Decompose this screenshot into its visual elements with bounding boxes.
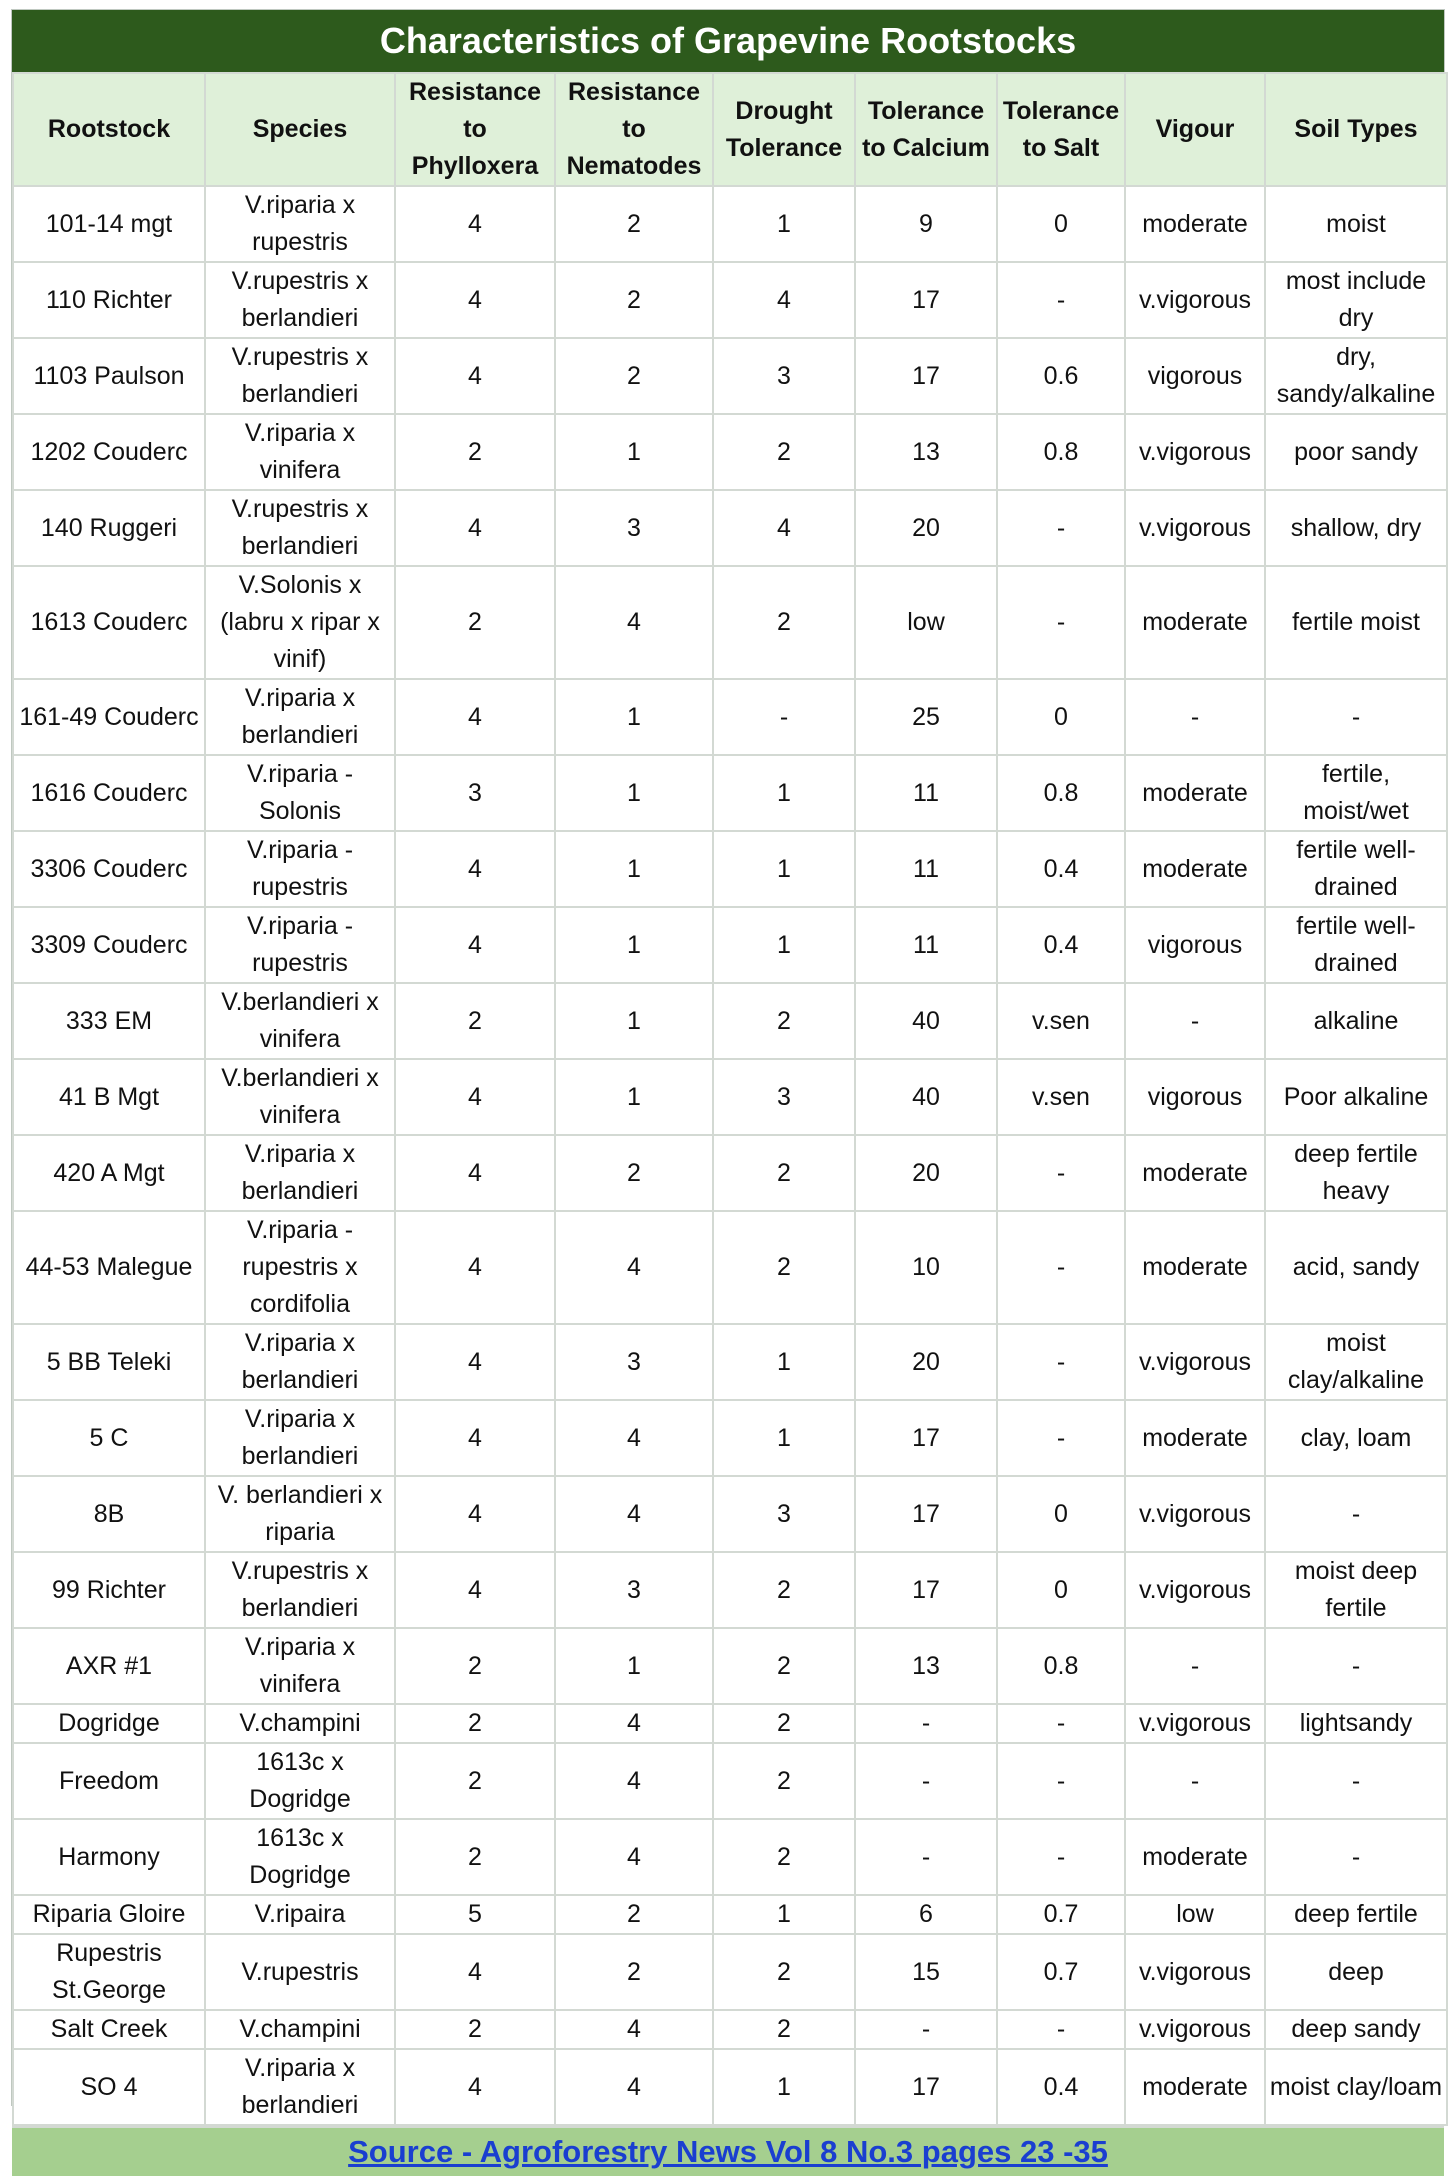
phylloxera-cell: 4 [395, 490, 555, 566]
column-header-drought: Drought Tolerance [713, 73, 855, 186]
table-row [13, 1895, 1447, 1934]
soil-cell: deep [1265, 1934, 1447, 2010]
drought-cell: 1 [713, 831, 855, 907]
table-row [13, 1704, 1447, 1743]
salt-cell: 0.8 [997, 414, 1125, 490]
species-cell: V.ripaira [205, 1895, 395, 1934]
table-row [13, 490, 1447, 566]
drought-cell: 2 [713, 983, 855, 1059]
table-row [13, 983, 1447, 1059]
soil-cell: moist clay/alkaline [1265, 1324, 1447, 1400]
vigour-cell: low [1125, 1895, 1265, 1934]
nematodes-cell: 2 [555, 1934, 713, 2010]
phylloxera-cell: 2 [395, 1628, 555, 1704]
soil-cell: shallow, dry [1265, 490, 1447, 566]
phylloxera-cell: 4 [395, 186, 555, 262]
soil-cell: Poor alkaline [1265, 1059, 1447, 1135]
calcium-cell: 17 [855, 1400, 997, 1476]
phylloxera-cell: 4 [395, 1552, 555, 1628]
vigour-cell: - [1125, 679, 1265, 755]
species-cell: V.riparia x berlandieri [205, 2049, 395, 2125]
phylloxera-cell: 2 [395, 983, 555, 1059]
vigour-cell: moderate [1125, 566, 1265, 679]
species-cell: 1613c x Dogridge [205, 1743, 395, 1819]
vigour-cell: v.vigorous [1125, 262, 1265, 338]
table-row [13, 1476, 1447, 1552]
vigour-cell: moderate [1125, 831, 1265, 907]
soil-cell: moist deep fertile [1265, 1552, 1447, 1628]
calcium-cell: 13 [855, 414, 997, 490]
vigour-cell: moderate [1125, 2049, 1265, 2125]
phylloxera-cell: 4 [395, 1211, 555, 1324]
calcium-cell: 17 [855, 338, 997, 414]
soil-cell: deep sandy [1265, 2010, 1447, 2049]
rootstock-cell: 140 Ruggeri [13, 490, 205, 566]
vigour-cell: - [1125, 1628, 1265, 1704]
rootstock-cell: Riparia Gloire [13, 1895, 205, 1934]
phylloxera-cell: 2 [395, 1819, 555, 1895]
soil-cell: fertile well-drained [1265, 907, 1447, 983]
table-row [13, 1211, 1447, 1324]
salt-cell: - [997, 262, 1125, 338]
phylloxera-cell: 4 [395, 1400, 555, 1476]
soil-cell: poor sandy [1265, 414, 1447, 490]
species-cell: V.riparia x berlandieri [205, 1324, 395, 1400]
salt-cell: 0.4 [997, 907, 1125, 983]
rootstock-cell: 5 BB Teleki [13, 1324, 205, 1400]
drought-cell: 2 [713, 414, 855, 490]
nematodes-cell: 3 [555, 490, 713, 566]
salt-cell: 0.4 [997, 2049, 1125, 2125]
calcium-cell: 25 [855, 679, 997, 755]
species-cell: V.Solonis x (labru x ripar x vinif) [205, 566, 395, 679]
nematodes-cell: 1 [555, 1628, 713, 1704]
calcium-cell: 11 [855, 755, 997, 831]
calcium-cell: - [855, 1704, 997, 1743]
nematodes-cell: 1 [555, 755, 713, 831]
salt-cell: - [997, 1819, 1125, 1895]
drought-cell: 1 [713, 755, 855, 831]
soil-cell: fertile, moist/wet [1265, 755, 1447, 831]
vigour-cell: moderate [1125, 1400, 1265, 1476]
species-cell: V.rupestris x berlandieri [205, 490, 395, 566]
rootstock-table-container [11, 9, 1445, 2169]
table-row [13, 1324, 1447, 1400]
phylloxera-cell: 4 [395, 1324, 555, 1400]
drought-cell: 3 [713, 1476, 855, 1552]
table-row [13, 831, 1447, 907]
rootstock-cell: 3309 Couderc [13, 907, 205, 983]
salt-cell: 0.7 [997, 1934, 1125, 2010]
salt-cell: 0 [997, 186, 1125, 262]
rootstock-cell: Rupestris St.George [13, 1934, 205, 2010]
nematodes-cell: 4 [555, 1476, 713, 1552]
rootstock-cell: Freedom [13, 1743, 205, 1819]
rootstock-cell: 99 Richter [13, 1552, 205, 1628]
vigour-cell: moderate [1125, 1211, 1265, 1324]
salt-cell: - [997, 2010, 1125, 2049]
drought-cell: 1 [713, 1895, 855, 1934]
column-header-rootstock: Rootstock [13, 73, 205, 186]
calcium-cell: 20 [855, 1135, 997, 1211]
table-row [13, 414, 1447, 490]
salt-cell: 0 [997, 1552, 1125, 1628]
phylloxera-cell: 2 [395, 566, 555, 679]
species-cell: V.champini [205, 2010, 395, 2049]
rootstock-cell: Harmony [13, 1819, 205, 1895]
drought-cell: 2 [713, 1819, 855, 1895]
salt-cell: 0.8 [997, 755, 1125, 831]
calcium-cell: 9 [855, 186, 997, 262]
calcium-cell: - [855, 1819, 997, 1895]
calcium-cell: low [855, 566, 997, 679]
column-header-nematodes: Resistance to Nematodes [555, 73, 713, 186]
salt-cell: - [997, 1400, 1125, 1476]
nematodes-cell: 4 [555, 2010, 713, 2049]
vigour-cell: moderate [1125, 1819, 1265, 1895]
table-row [13, 2049, 1447, 2125]
column-header-phylloxera: Resistance to Phylloxera [395, 73, 555, 186]
phylloxera-cell: 2 [395, 1743, 555, 1819]
phylloxera-cell: 4 [395, 1059, 555, 1135]
nematodes-cell: 4 [555, 1704, 713, 1743]
vigour-cell: - [1125, 1743, 1265, 1819]
salt-cell: - [997, 490, 1125, 566]
drought-cell: 2 [713, 1628, 855, 1704]
table-row [13, 679, 1447, 755]
nematodes-cell: 2 [555, 262, 713, 338]
soil-cell: acid, sandy [1265, 1211, 1447, 1324]
phylloxera-cell: 4 [395, 679, 555, 755]
species-cell: V.rupestris x berlandieri [205, 262, 395, 338]
phylloxera-cell: 4 [395, 2049, 555, 2125]
rootstock-cell: 8B [13, 1476, 205, 1552]
table-row [13, 1934, 1447, 2010]
rootstock-cell: SO 4 [13, 2049, 205, 2125]
calcium-cell: 17 [855, 262, 997, 338]
soil-cell: dry, sandy/alkaline [1265, 338, 1447, 414]
salt-cell: - [997, 1324, 1125, 1400]
calcium-cell: - [855, 1743, 997, 1819]
table-row [13, 1743, 1447, 1819]
nematodes-cell: 4 [555, 566, 713, 679]
drought-cell: 4 [713, 490, 855, 566]
soil-cell: clay, loam [1265, 1400, 1447, 1476]
species-cell: V.riparia - rupestris x cordifolia [205, 1211, 395, 1324]
rootstock-cell: AXR #1 [13, 1628, 205, 1704]
drought-cell: 2 [713, 1211, 855, 1324]
table-row [13, 338, 1447, 414]
column-header-salt: Tolerance to Salt [997, 73, 1125, 186]
phylloxera-cell: 5 [395, 1895, 555, 1934]
salt-cell: 0.7 [997, 1895, 1125, 1934]
drought-cell: 1 [713, 186, 855, 262]
drought-cell: 4 [713, 262, 855, 338]
soil-cell: moist clay/loam [1265, 2049, 1447, 2125]
table-row [13, 2010, 1447, 2049]
table-row [13, 566, 1447, 679]
species-cell: V.riparia x berlandieri [205, 679, 395, 755]
rootstock-cell: 44-53 Malegue [13, 1211, 205, 1324]
species-cell: V.riparia x berlandieri [205, 1135, 395, 1211]
rootstock-cell: 161-49 Couderc [13, 679, 205, 755]
rootstock-cell: 5 C [13, 1400, 205, 1476]
species-cell: V.rupestris [205, 1934, 395, 2010]
column-header-species: Species [205, 73, 395, 186]
drought-cell: 1 [713, 2049, 855, 2125]
rootstock-cell: 1616 Couderc [13, 755, 205, 831]
table-row [13, 1628, 1447, 1704]
vigour-cell: v.vigorous [1125, 1324, 1265, 1400]
calcium-cell: 40 [855, 983, 997, 1059]
phylloxera-cell: 4 [395, 907, 555, 983]
phylloxera-cell: 3 [395, 755, 555, 831]
soil-cell: moist [1265, 186, 1447, 262]
salt-cell: 0.4 [997, 831, 1125, 907]
species-cell: V.champini [205, 1704, 395, 1743]
calcium-cell: 10 [855, 1211, 997, 1324]
soil-cell: most include dry [1265, 262, 1447, 338]
vigour-cell: v.vigorous [1125, 2010, 1265, 2049]
nematodes-cell: 2 [555, 186, 713, 262]
salt-cell: 0 [997, 1476, 1125, 1552]
phylloxera-cell: 2 [395, 2010, 555, 2049]
soil-cell: fertile moist [1265, 566, 1447, 679]
drought-cell: - [713, 679, 855, 755]
drought-cell: 3 [713, 1059, 855, 1135]
rootstock-cell: Salt Creek [13, 2010, 205, 2049]
vigour-cell: v.vigorous [1125, 1552, 1265, 1628]
soil-cell: - [1265, 1476, 1447, 1552]
nematodes-cell: 4 [555, 2049, 713, 2125]
soil-cell: - [1265, 1628, 1447, 1704]
vigour-cell: moderate [1125, 186, 1265, 262]
calcium-cell: 17 [855, 2049, 997, 2125]
phylloxera-cell: 2 [395, 1704, 555, 1743]
salt-cell: - [997, 1704, 1125, 1743]
table-body [13, 186, 1447, 2125]
rootstock-cell: 110 Richter [13, 262, 205, 338]
rootstock-cell: 3306 Couderc [13, 831, 205, 907]
vigour-cell: vigorous [1125, 1059, 1265, 1135]
vigour-cell: vigorous [1125, 907, 1265, 983]
nematodes-cell: 2 [555, 1135, 713, 1211]
table-row [13, 186, 1447, 262]
vigour-cell: moderate [1125, 1135, 1265, 1211]
drought-cell: 3 [713, 338, 855, 414]
drought-cell: 2 [713, 566, 855, 679]
table-row [13, 1135, 1447, 1211]
salt-cell: - [997, 1743, 1125, 1819]
soil-cell: fertile well-drained [1265, 831, 1447, 907]
column-header-calcium: Tolerance to Calcium [855, 73, 997, 186]
soil-cell: lightsandy [1265, 1704, 1447, 1743]
species-cell: V.rupestris x berlandieri [205, 338, 395, 414]
nematodes-cell: 1 [555, 983, 713, 1059]
salt-cell: 0.6 [997, 338, 1125, 414]
vigour-cell: moderate [1125, 755, 1265, 831]
drought-cell: 2 [713, 1552, 855, 1628]
nematodes-cell: 4 [555, 1400, 713, 1476]
column-header-vigour: Vigour [1125, 73, 1265, 186]
vigour-cell: v.vigorous [1125, 414, 1265, 490]
soil-cell: - [1265, 1819, 1447, 1895]
drought-cell: 2 [713, 1704, 855, 1743]
calcium-cell: 6 [855, 1895, 997, 1934]
salt-cell: - [997, 1135, 1125, 1211]
vigour-cell: v.vigorous [1125, 490, 1265, 566]
header-row [13, 73, 1447, 186]
species-cell: V.riparia - Solonis [205, 755, 395, 831]
rootstock-cell: Dogridge [13, 1704, 205, 1743]
vigour-cell: v.vigorous [1125, 1934, 1265, 2010]
calcium-cell: 20 [855, 490, 997, 566]
nematodes-cell: 1 [555, 831, 713, 907]
nematodes-cell: 1 [555, 414, 713, 490]
calcium-cell: 11 [855, 831, 997, 907]
nematodes-cell: 1 [555, 907, 713, 983]
species-cell: V.riparia - rupestris [205, 907, 395, 983]
species-cell: 1613c x Dogridge [205, 1819, 395, 1895]
drought-cell: 1 [713, 907, 855, 983]
rootstock-cell: 420 A Mgt [13, 1135, 205, 1211]
calcium-cell: 17 [855, 1552, 997, 1628]
table-title: Characteristics of Grapevine Rootstocks [12, 10, 1444, 72]
calcium-cell: 20 [855, 1324, 997, 1400]
drought-cell: 2 [713, 1135, 855, 1211]
rootstock-cell: 333 EM [13, 983, 205, 1059]
soil-cell: deep fertile [1265, 1895, 1447, 1934]
species-cell: V. berlandieri x riparia [205, 1476, 395, 1552]
calcium-cell: 17 [855, 1476, 997, 1552]
drought-cell: 2 [713, 1934, 855, 2010]
nematodes-cell: 2 [555, 1895, 713, 1934]
vigour-cell: vigorous [1125, 338, 1265, 414]
soil-cell: - [1265, 679, 1447, 755]
species-cell: V.riparia x rupestris [205, 186, 395, 262]
source-link[interactable]: Source - Agroforestry News Vol 8 No.3 pages 23 -35 [348, 2134, 1108, 2169]
table-row [13, 1059, 1447, 1135]
salt-cell: v.sen [997, 983, 1125, 1059]
nematodes-cell: 3 [555, 1324, 713, 1400]
rootstock-cell: 101-14 mgt [13, 186, 205, 262]
species-cell: V.berlandieri x vinifera [205, 1059, 395, 1135]
calcium-cell: - [855, 2010, 997, 2049]
nematodes-cell: 3 [555, 1552, 713, 1628]
table-row [13, 1400, 1447, 1476]
drought-cell: 2 [713, 1743, 855, 1819]
phylloxera-cell: 4 [395, 1934, 555, 2010]
nematodes-cell: 1 [555, 1059, 713, 1135]
table-row [13, 1552, 1447, 1628]
vigour-cell: v.vigorous [1125, 1704, 1265, 1743]
salt-cell: 0 [997, 679, 1125, 755]
soil-cell: deep fertile heavy [1265, 1135, 1447, 1211]
calcium-cell: 13 [855, 1628, 997, 1704]
soil-cell: alkaline [1265, 983, 1447, 1059]
nematodes-cell: 1 [555, 679, 713, 755]
drought-cell: 1 [713, 1324, 855, 1400]
nematodes-cell: 2 [555, 338, 713, 414]
calcium-cell: 11 [855, 907, 997, 983]
species-cell: V.riparia x vinifera [205, 414, 395, 490]
species-cell: V.riparia x berlandieri [205, 1400, 395, 1476]
rootstock-cell: 1202 Couderc [13, 414, 205, 490]
species-cell: V.riparia - rupestris [205, 831, 395, 907]
rootstock-cell: 1103 Paulson [13, 338, 205, 414]
phylloxera-cell: 4 [395, 1476, 555, 1552]
table-row [13, 1819, 1447, 1895]
species-cell: V.rupestris x berlandieri [205, 1552, 395, 1628]
drought-cell: 1 [713, 1400, 855, 1476]
salt-cell: - [997, 566, 1125, 679]
calcium-cell: 40 [855, 1059, 997, 1135]
rootstock-cell: 41 B Mgt [13, 1059, 205, 1135]
phylloxera-cell: 4 [395, 338, 555, 414]
salt-cell: - [997, 1211, 1125, 1324]
nematodes-cell: 4 [555, 1211, 713, 1324]
calcium-cell: 15 [855, 1934, 997, 2010]
nematodes-cell: 4 [555, 1819, 713, 1895]
salt-cell: 0.8 [997, 1628, 1125, 1704]
drought-cell: 2 [713, 2010, 855, 2049]
vigour-cell: v.vigorous [1125, 1476, 1265, 1552]
nematodes-cell: 4 [555, 1743, 713, 1819]
phylloxera-cell: 4 [395, 262, 555, 338]
species-cell: V.riparia x vinifera [205, 1628, 395, 1704]
column-header-soil: Soil Types [1265, 73, 1447, 186]
salt-cell: v.sen [997, 1059, 1125, 1135]
table-row [13, 907, 1447, 983]
phylloxera-cell: 4 [395, 831, 555, 907]
rootstock-table [12, 72, 1448, 2126]
table-row [13, 262, 1447, 338]
phylloxera-cell: 4 [395, 1135, 555, 1211]
source-footer [12, 2126, 1444, 2176]
phylloxera-cell: 2 [395, 414, 555, 490]
table-row [13, 755, 1447, 831]
rootstock-cell: 1613 Couderc [13, 566, 205, 679]
soil-cell: - [1265, 1743, 1447, 1819]
species-cell: V.berlandieri x vinifera [205, 983, 395, 1059]
vigour-cell: - [1125, 983, 1265, 1059]
